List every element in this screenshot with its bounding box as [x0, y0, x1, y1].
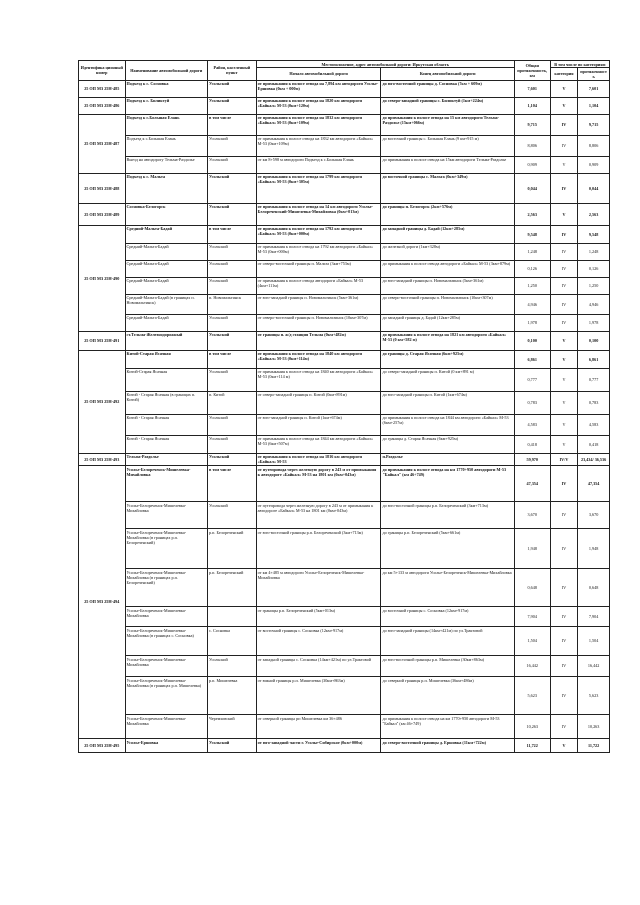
cell-name: Средний-Мальта-Бадай: [125, 225, 208, 243]
table-row: [79, 627, 610, 656]
cell-start: от северо-восточной границы п. Мальта (3км+753м): [256, 260, 381, 277]
cell-len: 1,504: [578, 627, 610, 656]
cell-name: Сосновка-Белогорск: [125, 203, 208, 225]
cell-id: 25 ОП МЗ 25Н-493: [79, 453, 126, 465]
cell-district: Усольский: [208, 656, 257, 677]
cell-total: 1,504: [514, 627, 550, 656]
cell-end: до границы р.п. Белореченский (5км+661м): [381, 529, 514, 569]
cell-end: до км 5+133 м автодороги Усолье-Белореченск-Мишелевка-Михайловка: [381, 569, 514, 607]
cell-cat: V: [550, 391, 578, 414]
cell-start: от южной границы р.п. Мишелевка (30км+863м): [256, 677, 381, 715]
cell-len: 4,946: [578, 294, 610, 314]
cell-start: от примыкания к полосе отвода на 1792 км автодороги «Байкал» М-53 (0км+000м): [256, 243, 381, 260]
cell-end: до северной границы р.п. Мишелевка (36км+486м): [381, 677, 514, 715]
table-row: [79, 569, 610, 607]
table-row: [79, 350, 610, 368]
cell-len: 1,978: [578, 314, 610, 331]
cell-cat: V: [550, 331, 578, 350]
cell-id: 25 ОП МЗ 25Н-494: [79, 466, 126, 739]
cell-name: Подъезд к с. Сосновка: [125, 80, 208, 97]
table-row: [79, 243, 610, 260]
cell-id: 25 ОП МЗ 25Н-495: [79, 739, 126, 753]
cell-total: 1,104: [514, 97, 550, 114]
cell-len: 6,861: [578, 350, 610, 368]
cell-name: Подъезд к с.Большая Елань: [125, 114, 208, 135]
cell-end: до северо-восточной границы п. Новомальтинск (10км+307м): [381, 294, 514, 314]
cell-name: Усолье-Белореченск-Мишелевка-Михайловка (в границах с. Сосновка): [125, 627, 208, 656]
cell-total: 16,442: [514, 656, 550, 677]
header-incl: В том числе по категориям: [550, 61, 609, 68]
table-row: [79, 331, 610, 350]
cell-cat: V: [550, 739, 578, 753]
cell-len: 16,442: [578, 656, 610, 677]
cell-len: 5,623: [578, 677, 610, 715]
table-row: [79, 173, 610, 203]
cell-name: Китой - Старая Ясачная: [125, 414, 208, 435]
cell-end: до границы д. Старая Ясачная (6км+925м): [381, 435, 514, 453]
cell-cat: IV: [550, 529, 578, 569]
cell-district: Усольский: [208, 331, 257, 350]
cell-len: 8,806: [578, 135, 610, 156]
cell-district: Усольский: [208, 203, 257, 225]
cell-len: 4,583: [578, 414, 610, 435]
cell-end: до юго-восточной границы р.п. Белореченский (3км+713м): [381, 502, 514, 529]
cell-id: 25 ОП МЗ 25Н-492: [79, 350, 126, 453]
cell-id: 25 ОП МЗ 25Н-491: [79, 331, 126, 350]
header-district: Район, населенный пункт: [208, 61, 257, 81]
cell-district: в том числе: [208, 350, 257, 368]
cell-end: до восточной границы с. Мальта (0км+349м): [381, 173, 514, 203]
cell-total: 0,418: [514, 435, 550, 453]
cell-start: от северо-западной границы п. Китой (0км+891м): [256, 391, 381, 414]
table-row: [79, 314, 610, 331]
cell-district: Усольский: [208, 368, 257, 391]
cell-name: Усолье-Белореченск-Мишелевка-Михайловка: [125, 656, 208, 677]
cell-end: п.Раздолье: [381, 453, 514, 465]
cell-cat: IV: [550, 715, 578, 739]
cell-district: Усольский: [208, 435, 257, 453]
cell-end: до западной границы д. Бадай (12км+285м): [381, 314, 514, 331]
cell-total: 7,601: [514, 80, 550, 97]
table-row: [79, 277, 610, 294]
cell-len: 7,904: [578, 607, 610, 627]
cell-district: р.п. Мишелевка: [208, 677, 257, 715]
cell-name: Усолье-Ершовка: [125, 739, 208, 753]
table-body: [79, 80, 610, 752]
cell-start: от примыкания к полосе отвода на 1832 км автодороги «Байкал» М-53 (0км+109м): [256, 114, 381, 135]
cell-name: Средний-Мальта-Бадай: [125, 277, 208, 294]
cell-cat: V: [550, 97, 578, 114]
cell-total: 9,548: [514, 225, 550, 243]
cell-total: 0,126: [514, 260, 550, 277]
cell-len: 0,126: [578, 260, 610, 277]
cell-total: 8,806: [514, 135, 550, 156]
cell-len: 1,104: [578, 97, 610, 114]
cell-start: от примыкания к полосе отвода на 1792 км автодороги «Байкал» М-53 (0км+000м): [256, 225, 381, 243]
cell-district: Усольский: [208, 156, 257, 173]
cell-cat: IV: [550, 135, 578, 156]
cell-start: от юго-западной границы п. Китой (1км+674м): [256, 414, 381, 435]
cell-total: 3,670: [514, 502, 550, 529]
cell-total: 7,904: [514, 607, 550, 627]
cell-start: от примыкания к полосе отвода на 1832 км автодороги «Байкал» М-53 (0км+109м): [256, 135, 381, 156]
cell-total: 47,354: [514, 466, 550, 502]
cell-end: до восточной границы с. Сосновка (12км+917м): [381, 607, 514, 627]
table-row: [79, 502, 610, 529]
cell-len: 0,418: [578, 435, 610, 453]
cell-end: до примыкания к полосе отвода на км 1770+950 автодороги М-53 "Байкал" (км 46+749): [381, 715, 514, 739]
cell-id: 25 ОП МЗ 25Н-488: [79, 173, 126, 203]
cell-len: 10,263: [578, 715, 610, 739]
table-row: [79, 225, 610, 243]
cell-total: 1,948: [514, 529, 550, 569]
cell-district: [208, 607, 257, 627]
cell-start: от примыкания к полосе отвода на 14 км автодороги Усолье-Белореченский-Мишелевка-Михайловка (0км+013м): [256, 203, 381, 225]
cell-name: Подъезд к с.Большая Елань: [125, 135, 208, 156]
cell-cat: IV: [550, 243, 578, 260]
cell-len: 3,670: [578, 502, 610, 529]
cell-cat: IV: [550, 627, 578, 656]
cell-id: 25 ОП МЗ 25Н-487: [79, 114, 126, 173]
cell-cat: IV: [550, 466, 578, 502]
cell-total: 0,648: [514, 569, 550, 607]
cell-name: Средний-Мальта-Бадай: [125, 260, 208, 277]
cell-name: Средний-Мальта-Бадай (в границах п. Новомальтинск): [125, 294, 208, 314]
cell-name: Выезд на автодорогу Тельма-Раздолье: [125, 156, 208, 173]
table-row: [79, 715, 610, 739]
cell-end: до примыкания к полосе отвода на км 1770+950 автодороги М-53 "Байкал" (км 46+749): [381, 466, 514, 502]
cell-len: 0,648: [578, 569, 610, 607]
cell-cat: IV: [550, 607, 578, 627]
cell-cat: IV: [550, 314, 578, 331]
cell-name: Подъезд к с. Мальта: [125, 173, 208, 203]
cell-district: Усольский: [208, 135, 257, 156]
cell-district: в том числе: [208, 114, 257, 135]
table-row: [79, 294, 610, 314]
cell-district: Усольский: [208, 80, 257, 97]
cell-district: Усольский: [208, 243, 257, 260]
table-row: [79, 529, 610, 569]
header-location: Местоположение, адрес автомобильной дороги: Иркутская область: [256, 61, 514, 68]
cell-name: Усолье-Белореченск-Мишелевка-Михайловка (в границах р.п. Белореченский): [125, 569, 208, 607]
cell-name: Китой-Старая Ясачная: [125, 368, 208, 391]
cell-cat: V: [550, 435, 578, 453]
table-row: [79, 135, 610, 156]
cell-cat: IV: [550, 277, 578, 294]
cell-start: от северо-восточной границы п. Новомальтинск (10км+307м): [256, 314, 381, 331]
cell-len: 1,248: [578, 243, 610, 260]
cell-id: 25 ОП МЗ 25Н-490: [79, 225, 126, 331]
cell-district: Усольский: [208, 173, 257, 203]
cell-len: 2,563: [578, 203, 610, 225]
cell-cat: IV: [550, 569, 578, 607]
header-len: протяженность: [578, 68, 610, 80]
table-row: [79, 368, 610, 391]
cell-end: до северо-западной границы п. Китой (0 км+891 м): [381, 368, 514, 391]
cell-len: 9,715: [578, 114, 610, 135]
cell-district: р.п. Белореченский: [208, 569, 257, 607]
cell-cat: V: [550, 156, 578, 173]
cell-len: 0,783: [578, 391, 610, 414]
cell-end: до северо-западной границы с. Биликтуй (1км+224м): [381, 97, 514, 114]
cell-total: 10,263: [514, 715, 550, 739]
cell-cat: IV: [550, 677, 578, 715]
cell-start: от границы р.п. Белореченский (5км+013м): [256, 607, 381, 627]
cell-name: Усолье-Белореченск-Мишелевка-Михайловка: [125, 715, 208, 739]
cell-total: 0,783: [514, 391, 550, 414]
cell-name: Средний-Мальта-Бадай: [125, 314, 208, 331]
header-start: Начало автомобильной дороги: [256, 68, 381, 80]
cell-cat: V: [550, 80, 578, 97]
cell-end: до юго-западной границы п. Новомальтинск (5км+361м): [381, 277, 514, 294]
cell-district: в том числе: [208, 466, 257, 502]
cell-len: 0,044: [578, 173, 610, 203]
cell-district: Усольский: [208, 453, 257, 465]
cell-start: от примыкания к полосе отвода на 1844 км автодороги «Байкал» М-53 (6км+507м): [256, 435, 381, 453]
cell-district: п. Китой: [208, 391, 257, 414]
cell-start: от путепровода через железную дорогу в 243 м от примыкания к автодороге «Байкал» М-53 на 1801 км (0км+043м): [256, 466, 381, 502]
cell-cat: V: [550, 350, 578, 368]
cell-len: 47,354: [578, 466, 610, 502]
cell-cat: V: [550, 203, 578, 225]
cell-district: Усольский: [208, 97, 257, 114]
table-row: [79, 677, 610, 715]
cell-len: 1,250: [578, 277, 610, 294]
cell-district: Усольский: [208, 314, 257, 331]
cell-total: 4,583: [514, 414, 550, 435]
table-row: [79, 453, 610, 465]
cell-start: от примыкания к полосе отвода на 1840 км автодороги «Байкал» М-53 (0км+114 м): [256, 368, 381, 391]
cell-total: 0,909: [514, 156, 550, 173]
cell-start: от юго-восточной границы р.п. Белореченский (3км+713м): [256, 529, 381, 569]
header-id: Идентифика ционный номер: [79, 61, 126, 81]
cell-start: от примыкания к полосе отвода на 1799 км автодороги «Байкал» М-53 (0км+305м): [256, 173, 381, 203]
cell-end: до примыкания к полосе отвода на 15км автодороги Тельма-Раздолье: [381, 156, 514, 173]
table-row: [79, 656, 610, 677]
cell-district: п. Новомальтинск: [208, 294, 257, 314]
cell-name: Китой-Старая Ясачная: [125, 350, 208, 368]
table-row: [79, 391, 610, 414]
table-row: [79, 114, 610, 135]
cell-cat: V: [550, 414, 578, 435]
cell-end: до примыкания к полосе отвода на 1844 км автодороги «Байкал» М-53 (6км+257м): [381, 414, 514, 435]
cell-end: до границы д. Старая Ясачная (6км+925м): [381, 350, 514, 368]
table-row: [79, 414, 610, 435]
table-row: [79, 435, 610, 453]
cell-start: от границы п. ж/д станция Тельма (0км+482м): [256, 331, 381, 350]
cell-end: до границы п. Белогорск (2км+576м): [381, 203, 514, 225]
cell-district: с. Сосновка: [208, 627, 257, 656]
cell-total: 59,970: [514, 453, 550, 465]
table-row: [79, 156, 610, 173]
cell-cat: IV: [550, 294, 578, 314]
cell-name: Усолье-Белореченск-Мишелевка-Михайловка: [125, 502, 208, 529]
cell-start: от км 8+598 м автодороги Подъезд к с.Большая Елань: [256, 156, 381, 173]
table-row: [79, 80, 610, 97]
cell-start: от западной границы с. Сосновка (14км+421м) по ул.Трактовой: [256, 656, 381, 677]
cell-name: Усолье-Белореченск-Мишелевка-Михайловка (в границах р.п. Белореченский): [125, 529, 208, 569]
header-end: Конец автомобильной дороги: [381, 68, 514, 80]
cell-end: до юго-западной границы (14км+421м) по ул.Трактовой: [381, 627, 514, 656]
cell-total: 5,623: [514, 677, 550, 715]
cell-len: 0,777: [578, 368, 610, 391]
cell-district: Усольский: [208, 502, 257, 529]
header-cat: категория: [550, 68, 578, 80]
cell-total: 0,100: [514, 331, 550, 350]
cell-len: 1,948: [578, 529, 610, 569]
roads-table: [78, 60, 610, 753]
cell-cat: V: [550, 368, 578, 391]
cell-id: 25 ОП МЗ 25Н-485: [79, 80, 126, 97]
cell-end: до юго-восточной границы д. Сосновка (7км + 609м): [381, 80, 514, 97]
cell-end: до примыкания к полосе отвода на 15 км автодороги Тельма-Раздолье (15км+066м): [381, 114, 514, 135]
cell-total: 4,946: [514, 294, 550, 314]
cell-total: 6,861: [514, 350, 550, 368]
table-row: [79, 260, 610, 277]
cell-len: 0,100: [578, 331, 610, 350]
cell-cat: IV: [550, 502, 578, 529]
cell-total: 0,777: [514, 368, 550, 391]
cell-start: от примыкания к полосе отвода на 7,894 км автодороги Усолье-Ершовка (0км + 000м): [256, 80, 381, 97]
table-row: [79, 466, 610, 502]
cell-name: Средний-Мальта-Бадай: [125, 243, 208, 260]
cell-cat: IV: [550, 260, 578, 277]
cell-name: ст.Тельма-Железнодорожный: [125, 331, 208, 350]
cell-name: Усолье-Белореченск-Мишелевка-Михайловка: [125, 466, 208, 502]
cell-district: Усольский: [208, 414, 257, 435]
cell-end: до примыкания к полосе отвода автодороги «Байкал» М-53 (3км+879м): [381, 260, 514, 277]
cell-end: до примыкания к полосе отвода на 1821 км автодороги «Байкал» М-53 (0 км+582 м): [381, 331, 514, 350]
cell-len: 11,722: [578, 739, 610, 753]
cell-name: Подъезд к с. Биликтуй: [125, 97, 208, 114]
cell-start: от юго-западной части г. Усолье-Сибирское (0км+000м): [256, 739, 381, 753]
cell-end: до железной дороги (1км+328м): [381, 243, 514, 260]
cell-name: Усолье-Белореченск-Мишелевка-Михайловка: [125, 607, 208, 627]
cell-total: 1,248: [514, 243, 550, 260]
cell-district: в том числе: [208, 225, 257, 243]
table-row: [79, 97, 610, 114]
cell-total: 0,044: [514, 173, 550, 203]
cell-name: Усолье-Белореченск-Мишелевка-Михайловка (в границах р.п. Мишелевка): [125, 677, 208, 715]
cell-start: от путепровода через железную дорогу в 243 м от примыкания к автодороге «Байкал» М-53 на 1801 км (0км+043м): [256, 502, 381, 529]
cell-name: Китой - Старая Ясачная: [125, 435, 208, 453]
cell-start: от восточной границы с. Сосновка (12км+917м): [256, 627, 381, 656]
cell-len: 23,434/ 36,536: [578, 453, 610, 465]
cell-name: Китой - Старая Ясачная (в границах п. Китой): [125, 391, 208, 414]
cell-len: 7,601: [578, 80, 610, 97]
cell-district: Усольский: [208, 739, 257, 753]
cell-end: до восточной границы с. Большая Елань (9 км+915 м): [381, 135, 514, 156]
cell-cat: IV: [550, 225, 578, 243]
cell-district: Усольский: [208, 277, 257, 294]
cell-total: 1,250: [514, 277, 550, 294]
cell-end: до юго-восточной границы р.п. Мишелевка (30км+863м): [381, 656, 514, 677]
cell-start: от примыкания к полосе отвода на 1840 км автодороги «Байкал» М-53 (0км+114м): [256, 350, 381, 368]
cell-end: до юго-западной границы п. Китой (1км+674м): [381, 391, 514, 414]
cell-start: от юго-западной границы п. Новомальтинск (5км+361м): [256, 294, 381, 314]
cell-start: от примыкания к полосе отвода на 1820 км автодороги «Байкал» М-53 (0км+120м): [256, 97, 381, 114]
cell-cat: IV: [550, 114, 578, 135]
cell-district: р.п. Белореченский: [208, 529, 257, 569]
cell-id: 25 ОП МЗ 25Н-489: [79, 203, 126, 225]
header-name: Наименование автомобильной дороги: [125, 61, 208, 81]
cell-district: Черемховский: [208, 715, 257, 739]
table-row: [79, 607, 610, 627]
cell-end: до западной границы д. Бадай (12км+285м): [381, 225, 514, 243]
cell-name: Тельма-Раздолье: [125, 453, 208, 465]
cell-district: Усольский: [208, 260, 257, 277]
table-row: [79, 203, 610, 225]
cell-total: 11,722: [514, 739, 550, 753]
table-row: [79, 739, 610, 753]
cell-total: 9,715: [514, 114, 550, 135]
cell-cat: IV/V: [550, 453, 578, 465]
cell-start: от км 4+485 м автодороги Усолье-Белореченск-Мишелевка-Михайловка: [256, 569, 381, 607]
cell-start: от северной границы рп Мишелевка км 36+486: [256, 715, 381, 739]
cell-total: 1,978: [514, 314, 550, 331]
cell-cat: IV: [550, 173, 578, 203]
cell-total: 2,563: [514, 203, 550, 225]
cell-start: от примыкания к полосе отвода на 1816 км автодороги «Байкал» М-53: [256, 453, 381, 465]
cell-id: 25 ОП МЗ 25Н-486: [79, 97, 126, 114]
cell-len: 0,909: [578, 156, 610, 173]
header-total: Общая протяженность, км: [514, 61, 550, 81]
cell-start: от примыкания к полосе отвода автодороги «Байкал» М-53 (4км+111м): [256, 277, 381, 294]
cell-end: до северо-восточной границы д. Ершовка (11км+722м): [381, 739, 514, 753]
cell-len: 9,548: [578, 225, 610, 243]
cell-cat: IV: [550, 656, 578, 677]
